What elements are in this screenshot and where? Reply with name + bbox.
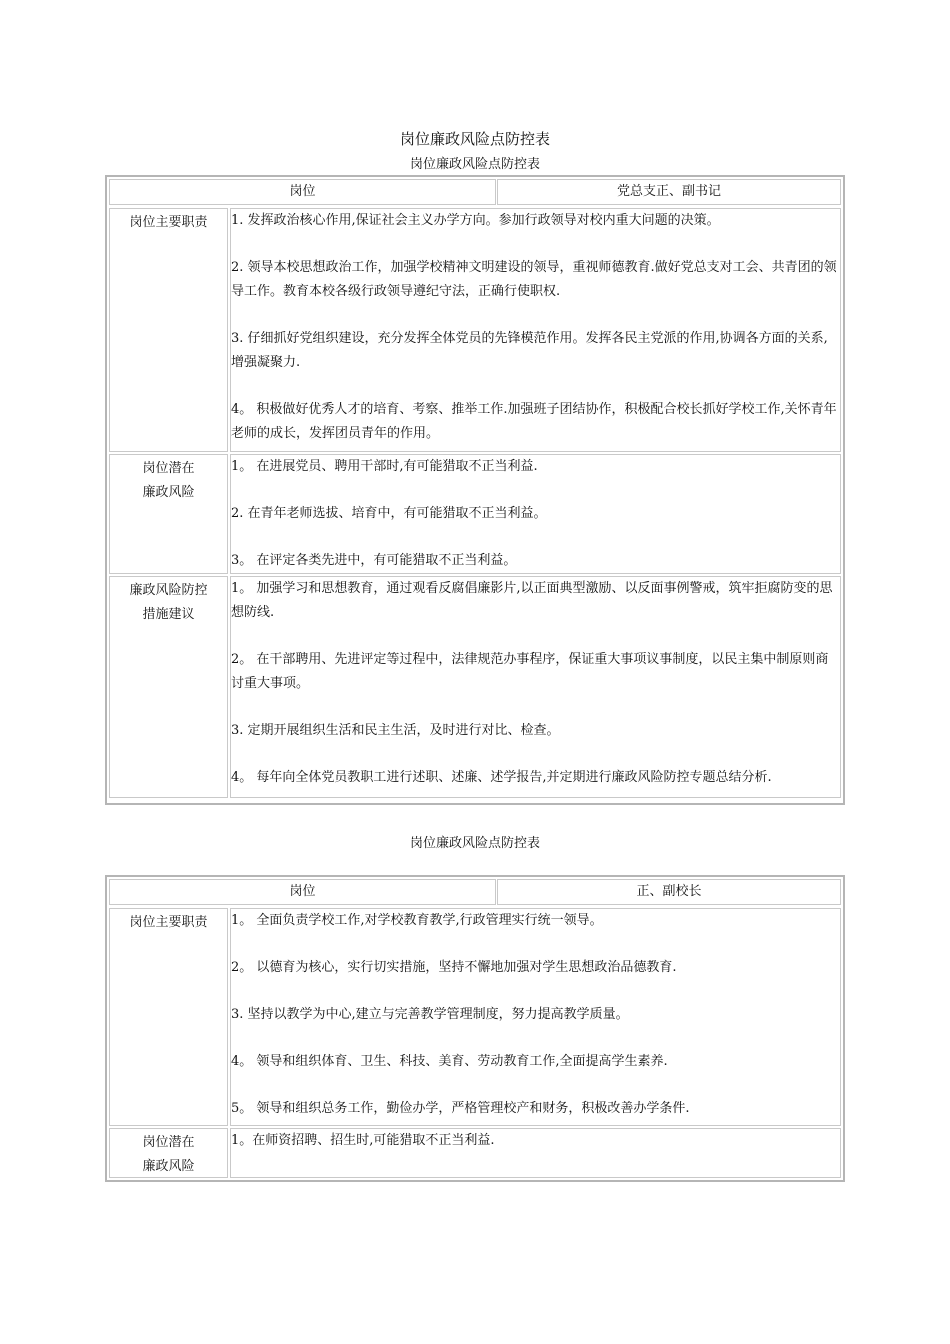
duty-item: 5。 领导和组织总务工作，勤俭办学，严格管理校产和财务，积极改善办学条件. — [231, 1101, 690, 1116]
duties-label-text: 岗位主要职责 — [129, 215, 208, 230]
duties-label — [109, 908, 228, 1126]
measures-label-line1: 廉政风险防控 — [129, 583, 208, 598]
duty-item: 4。 领导和组织体育、卫生、科技、美育、劳动教育工作,全面提高学生素养. — [231, 1054, 668, 1069]
risk-control-table-party-secretary — [105, 175, 845, 805]
risk-item: 2. 在青年老师选拔、培育中，有可能猎取不正当利益。 — [231, 506, 547, 521]
duty-item: 1。 全面负责学校工作,对学校教育教学,行政管理实行统一领导。 — [231, 913, 603, 928]
measures-label — [109, 576, 228, 798]
page-title: 岗位廉政风险点防控表 — [399, 130, 550, 148]
duties-content — [230, 908, 841, 1126]
table-caption: 岗位廉政风险点防控表 — [409, 836, 540, 851]
risk-label-line2: 廉政风险 — [142, 1159, 195, 1174]
table-subtitle: 岗位廉政风险点防控表 — [409, 157, 540, 172]
duty-item: 2。 以德育为核心，实行切实措施，坚持不懈地加强对学生思想政治品德教育. — [231, 960, 677, 975]
measure-item: 1。 加强学习和思想教育，通过观看反腐倡廉影片,以正面典型激励、以反面事例警戒，筑牢拒腐防变的思想防线. — [231, 581, 833, 620]
header-position-value: 正、副校长 — [497, 879, 841, 905]
duty-item: 4。 积极做好优秀人才的培育、考察、推举工作.加强班子团结协作，积极配合校长抓好学校工作,关怀青年老师的成长，发挥团员青年的作用。 — [231, 402, 837, 441]
header-position-value: 党总支正、副书记 — [497, 179, 841, 205]
duty-item: 2. 领导本校思想政治工作，加强学校精神文明建设的领导，重视师德教育.做好党总支对工会、共青团的领导工作。教育本校各级行政领导遵纪守法，正确行使职权. — [231, 260, 837, 299]
risk-item: 1。在师资招聘、招生时,可能猎取不正当利益. — [231, 1133, 495, 1148]
duties-content — [230, 208, 841, 452]
duties-label — [109, 208, 228, 452]
measures-content — [230, 576, 841, 798]
risk-item: 1。 在进展党员、聘用干部时,有可能猎取不正当利益. — [231, 459, 538, 474]
risks-content — [230, 1128, 841, 1178]
header-position-label: 岗位 — [109, 879, 496, 905]
measure-item: 4。 每年向全体党员教职工进行述职、述廉、述学报告,并定期进行廉政风险防控专题总结分析. — [231, 770, 772, 785]
measures-label-line2: 措施建议 — [142, 607, 195, 622]
duties-label-text: 岗位主要职责 — [129, 915, 208, 930]
risk-label-line1: 岗位潜在 — [142, 1135, 195, 1150]
risk-label-line2: 廉政风险 — [142, 485, 195, 500]
measure-item: 2。 在干部聘用、先进评定等过程中，法律规范办事程序，保证重大事项议事制度，以民主集中制原则商讨重大事项。 — [231, 652, 829, 691]
header-position-label: 岗位 — [109, 179, 496, 205]
duty-item: 3. 仔细抓好党组织建设，充分发挥全体党员的先锋模范作用。发挥各民主党派的作用,协调各方面的关系,增强凝聚力. — [231, 331, 828, 370]
risk-label — [109, 1128, 228, 1178]
risk-item: 3。 在评定各类先进中，有可能猎取不正当利益。 — [231, 553, 517, 568]
risk-label-line1: 岗位潜在 — [142, 461, 195, 476]
duty-item: 3. 坚持以教学为中心,建立与完善教学管理制度，努力提高教学质量。 — [231, 1007, 629, 1022]
duty-item: 1. 发挥政治核心作用,保证社会主义办学方向。参加行政领导对校内重大问题的决策。 — [231, 213, 720, 228]
risk-label — [109, 454, 228, 574]
risk-control-table-principal — [105, 875, 845, 1182]
measure-item: 3. 定期开展组织生活和民主生活，及时进行对比、检查。 — [231, 723, 560, 738]
risks-content — [230, 454, 841, 574]
